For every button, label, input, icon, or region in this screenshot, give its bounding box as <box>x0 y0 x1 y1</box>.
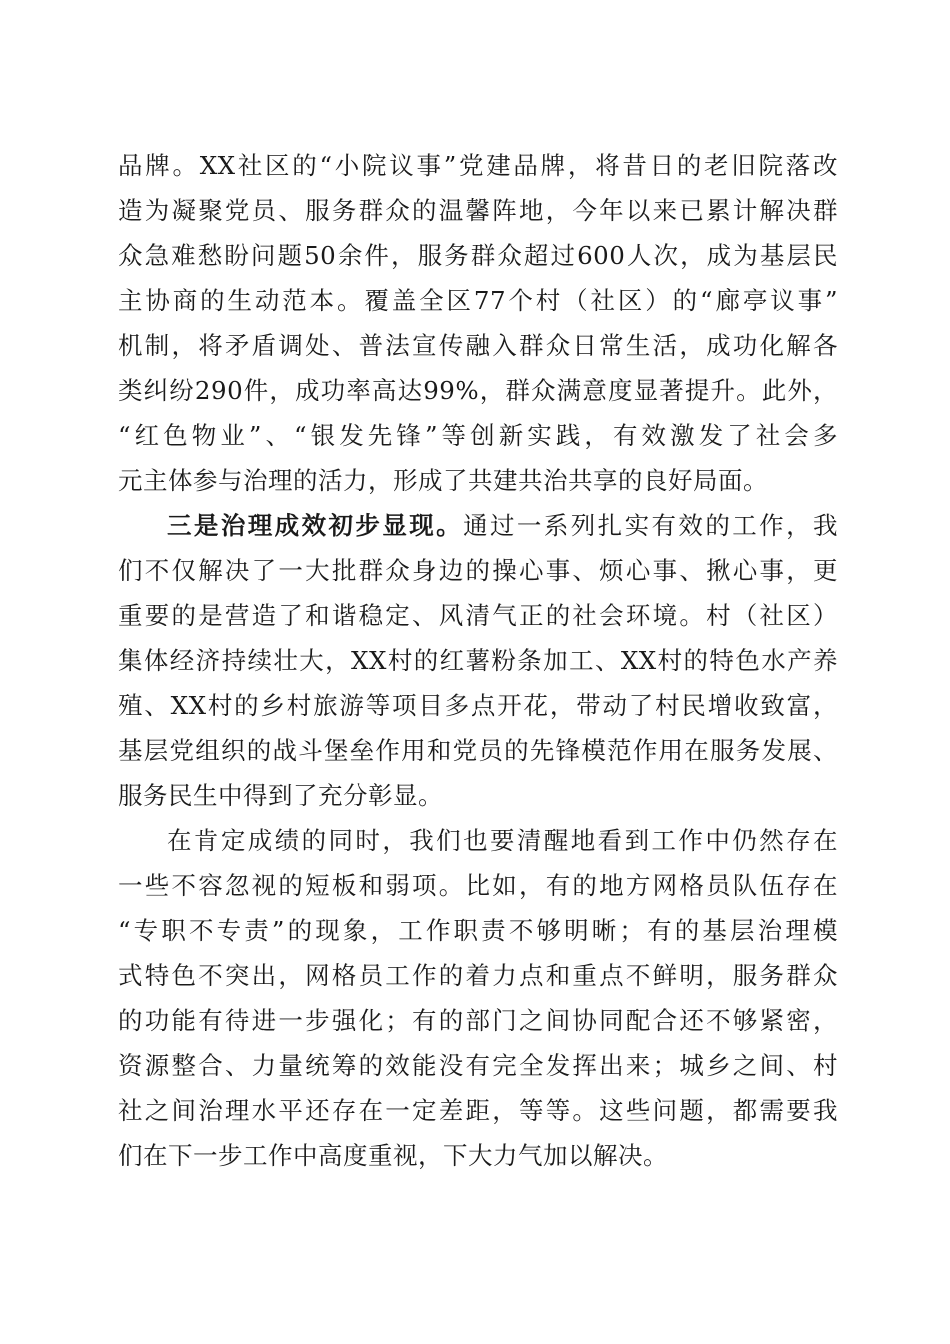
text-line: 社之间治理水平还存在一定差距，等等。这些问题，都需要我 <box>118 1096 838 1125</box>
paragraph-3 <box>118 818 838 1178</box>
text-line: 服务民生中得到了充分彰显。 <box>118 781 443 810</box>
paragraph-2 <box>118 503 838 818</box>
text-line: 造为凝聚党员、服务群众的温馨阵地，今年以来已累计解决群 <box>118 196 838 225</box>
text-line: 式特色不突出，网格员工作的着力点和重点不鲜明，服务群众 <box>118 961 838 990</box>
text-line: 品牌。XX社区的“小院议事”党建品牌，将昔日的老旧院落改 <box>118 151 838 180</box>
text-line: 一些不容忽视的短板和弱项。比如，有的地方网格员队伍存在 <box>118 871 838 900</box>
text-line: 主协商的生动范本。覆盖全区77个村（社区）的“廊亭议事” <box>118 286 838 315</box>
text-line: 殖、XX村的乡村旅游等项目多点开花，带动了村民增收致富， <box>118 691 838 720</box>
document-body <box>118 143 838 1178</box>
paragraph-lead-heading: 三是治理成效初步显现。 <box>167 511 464 540</box>
text-line: 们不仅解决了一大批群众身边的操心事、烦心事、揪心事，更 <box>118 556 838 585</box>
text-line: 元主体参与治理的活力，形成了共建共治共享的良好局面。 <box>118 466 768 495</box>
text-line: 重要的是营造了和谐稳定、风清气正的社会环境。村（社区） <box>118 601 838 630</box>
text-span: 通过一系列扎实有效的工作，我 <box>463 511 839 540</box>
text-line: 的功能有待进一步强化；有的部门之间协同配合还不够紧密， <box>118 1006 838 1035</box>
text-line <box>118 503 838 548</box>
text-line: 基层党组织的战斗堡垒作用和党员的先锋模范作用在服务发展、 <box>118 736 838 765</box>
text-line: 众急难愁盼问题50余件，服务群众超过600人次，成为基层民 <box>118 241 838 270</box>
text-line: 们在下一步工作中高度重视，下大力气加以解决。 <box>118 1141 668 1170</box>
paragraph-1 <box>118 143 838 503</box>
text-line: 类纠纷290件，成功率高达99%，群众满意度显著提升。此外， <box>118 376 838 405</box>
text-line: 在肯定成绩的同时，我们也要清醒地看到工作中仍然存在 <box>167 826 838 855</box>
text-line: 机制，将矛盾调处、普法宣传融入群众日常生活，成功化解各 <box>118 331 838 360</box>
text-line: “专职不专责”的现象，工作职责不够明晰；有的基层治理模 <box>118 916 838 945</box>
text-line: 资源整合、力量统筹的效能没有完全发挥出来；城乡之间、村 <box>118 1051 838 1080</box>
text-line: “红色物业”、“银发先锋”等创新实践，有效激发了社会多 <box>118 421 838 450</box>
text-line: 集体经济持续壮大，XX村的红薯粉条加工、XX村的特色水产养 <box>118 646 838 675</box>
